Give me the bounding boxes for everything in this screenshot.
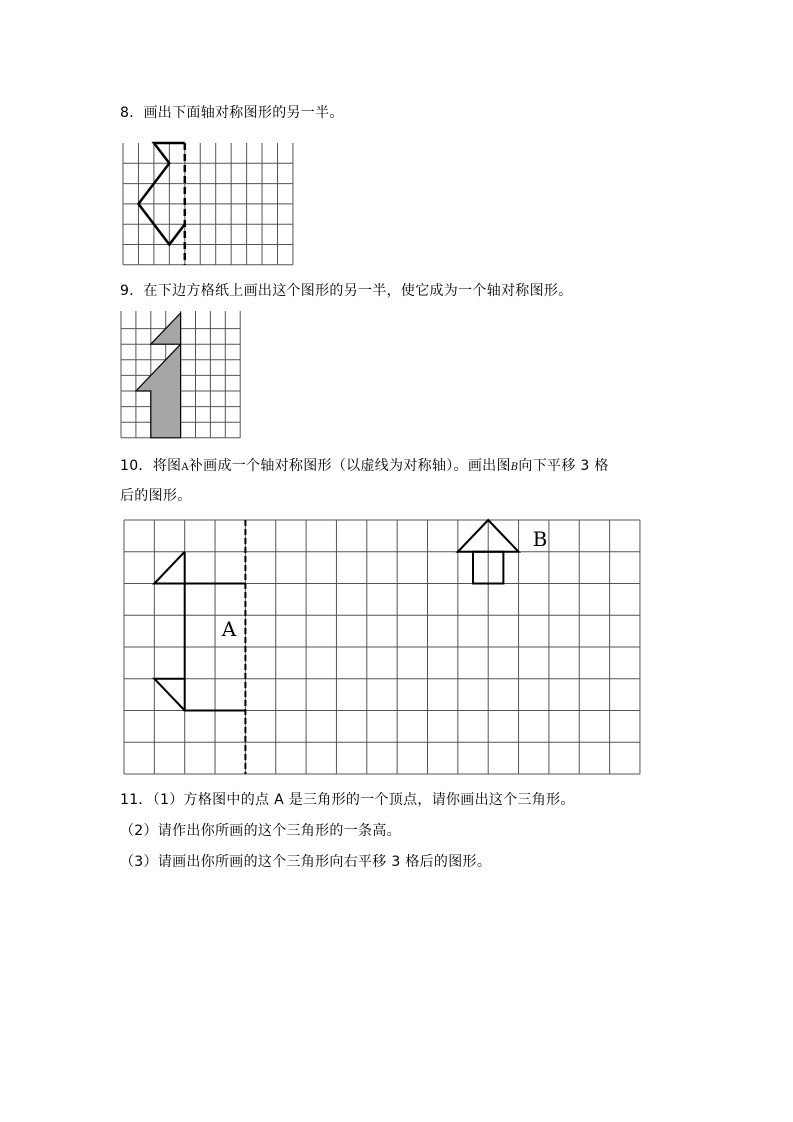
figure-b-label: B	[532, 527, 548, 551]
question-10-text-line2: 后的图形。	[120, 488, 192, 504]
question-11-line1: 11．（1）方格图中的点 A 是三角形的一个顶点，请你画出这个三角形。	[120, 792, 575, 808]
figure-a-bottom-flag	[154, 679, 184, 711]
question-9-text: 9．在下边方格纸上画出这个图形的另一半，使它成为一个轴对称图形。	[120, 283, 573, 299]
question-8-text: 8．画出下面轴对称图形的另一半。	[120, 105, 344, 121]
q10-text-part3: 向下平移 3 格	[518, 458, 609, 474]
q10-figure-b-ref: B	[510, 462, 519, 473]
grid-lines	[124, 520, 640, 774]
figure-a-label: A	[221, 617, 237, 641]
figure-a-top-flag	[154, 552, 245, 584]
q10-figure-a-ref: A	[181, 462, 189, 473]
q10-text-part1: 10．将图	[120, 458, 182, 474]
q10-text-part2: 补画成一个轴对称图形（以虚线为对称轴）。画出图	[188, 458, 511, 474]
question-11-line2: （2）请作出你所画的这个三角形的一条高。	[120, 823, 401, 839]
question-11-line3: （3）请画出你所画的这个三角形向右平移 3 格后的图形。	[120, 854, 492, 870]
